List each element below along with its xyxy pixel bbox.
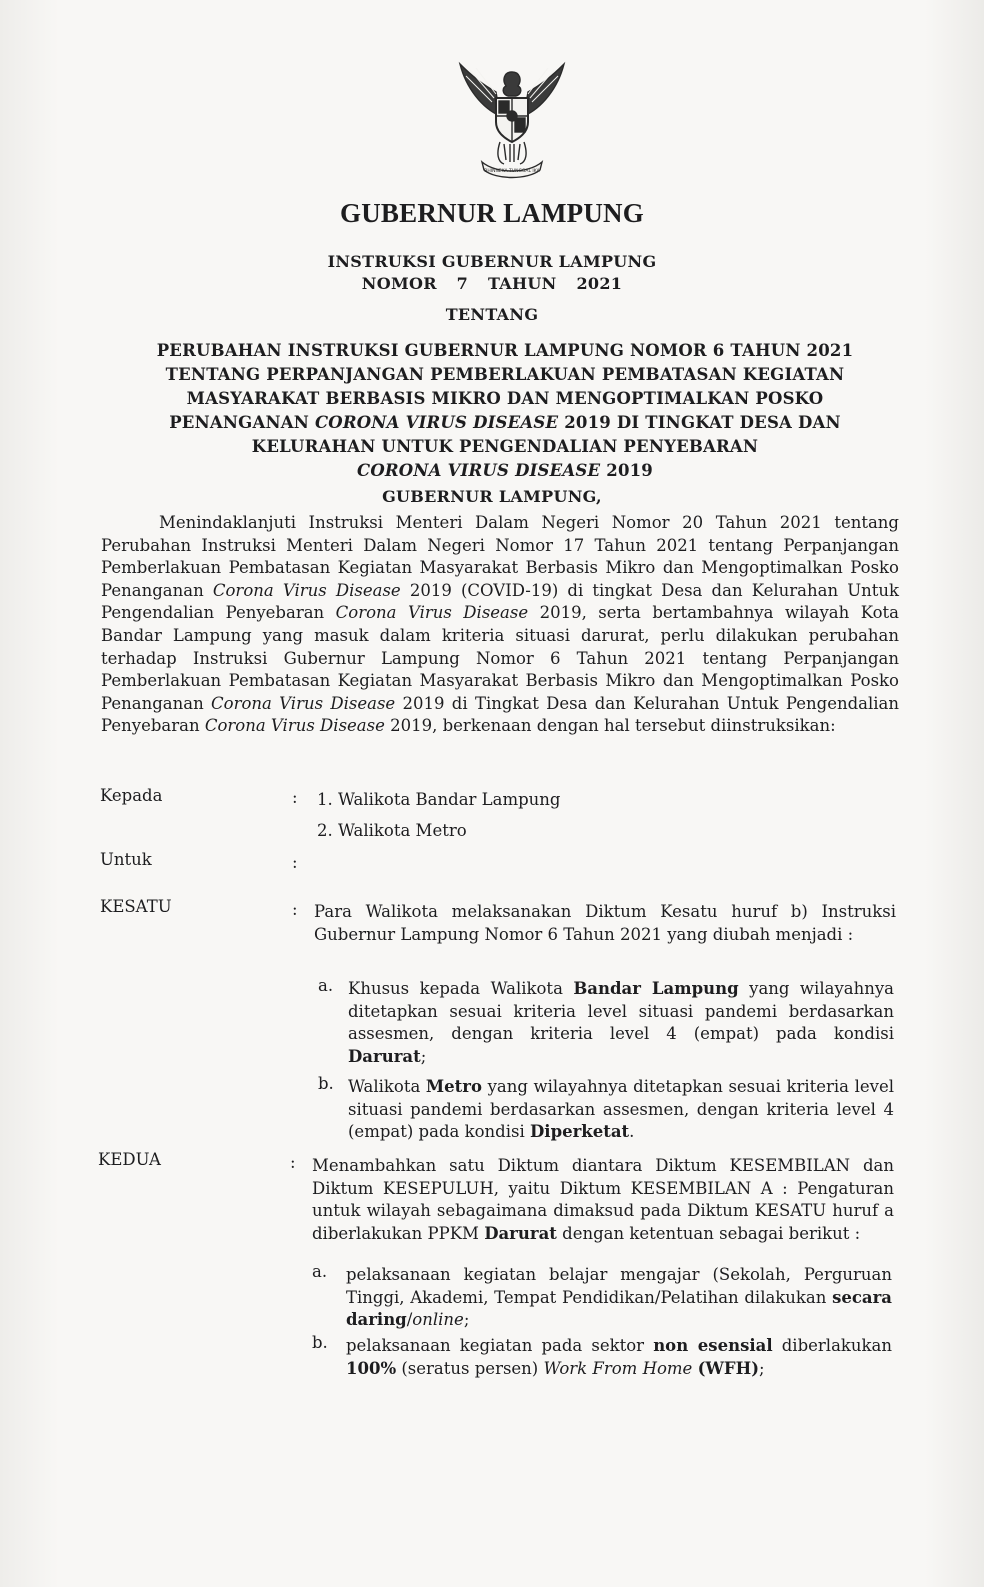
- kepada-colon: :: [292, 788, 298, 807]
- recipient-item: 2. Walikota Metro: [317, 821, 467, 840]
- list-marker: a.: [312, 1262, 328, 1281]
- kesatu-item-b: Walikota Metro yang wilayahnya ditetapkan sesuai kriteria level situasi pandemi berdasarkan assesmen, dengan kriteria level 4 (empat) pada kondisi Diperketat.: [348, 1077, 894, 1141]
- document-number: NOMOR 7 TAHUN 2021: [361, 274, 623, 293]
- svg-text:BHINNEKA TUNGGAL IKA: BHINNEKA TUNGGAL IKA: [484, 169, 540, 174]
- untuk-label: Untuk: [100, 850, 152, 869]
- office-title: GUBERNUR LAMPUNG: [340, 198, 644, 228]
- kesatu-colon: :: [292, 900, 298, 919]
- kedua-item-b: pelaksanaan kegiatan pada sektor non esensial diberlakukan 100% (seratus persen) Work From Home (WFH);: [346, 1336, 892, 1378]
- kepada-label: Kepada: [100, 786, 163, 805]
- kedua-intro: Menambahkan satu Diktum diantara Diktum KESEMBILAN dan Diktum KESEPULUH, yaitu Diktum KESEMBILAN A : Pengaturan untuk wilayah sebagaimana dimaksud pada Diktum KESATU huruf a diberlakukan PPKM Darurat dengan ketentuan sebagai berikut :: [312, 1156, 894, 1243]
- garuda-pancasila-emblem-icon: [452, 58, 572, 186]
- document-type: INSTRUKSI GUBERNUR LAMPUNG: [327, 252, 657, 271]
- subject-title: PERUBAHAN INSTRUKSI GUBERNUR LAMPUNG NOMOR 6 TAHUN 2021 TENTANG PERPANJANGAN PEMBERLAKUAN PEMBATASAN KEGIATAN MASYARAKAT BERBASIS MIKRO DAN MENGOPTIMALKAN POSKO PENANGANAN CORONA VIRUS DISEASE 2019 DI TINGKAT DESA DAN KELURAHAN UNTUK PENGENDALIAN PENYEBARAN CORONA VIRUS DISEASE 2019: [156, 341, 854, 480]
- kedua-item-a: pelaksanaan kegiatan belajar mengajar (Sekolah, Perguruan Tinggi, Akademi, Tempat Pendidikan/Pelatihan dilakukan secara daring/online;: [346, 1265, 892, 1329]
- recipient-item: 1. Walikota Bandar Lampung: [317, 790, 561, 809]
- issuer-heading: GUBERNUR LAMPUNG,: [382, 487, 602, 506]
- kesatu-item-a: Khusus kepada Walikota Bandar Lampung yang wilayahnya ditetapkan sesuai kriteria level situasi pandemi berdasarkan assesmen, dengan kriteria level 4 (empat) pada kondisi Darurat;: [348, 979, 895, 1066]
- kedua-label: KEDUA: [98, 1150, 161, 1169]
- kesatu-intro: Para Walikota melaksanakan Diktum Kesatu huruf b) Instruksi Gubernur Lampung Nomor 6 Tahun 2021 yang diubah menjadi :: [314, 902, 896, 944]
- preamble-paragraph: Menindaklanjuti Instruksi Menteri Dalam Negeri Nomor 20 Tahun 2021 tentang Perubahan Instruksi Menteri Dalam Negeri Nomor 17 Tahun 2021 tentang Perpanjangan Pemberlakuan Pembatasan Kegiatan Masyarakat Berbasis Mikro dan Mengoptimalkan Posko Penanganan Corona Virus Disease 2019 (COVID-19) di tingkat Desa dan Kelurahan Untuk Pengendalian Penyebaran Corona Virus Disease 2019, serta bertambahnya wilayah Kota Bandar Lampung yang masuk dalam kriteria situasi darurat, perlu dilakukan perubahan terhadap Instruksi Gubernur Lampung Nomor 6 Tahun 2021 tentang Perpanjangan Pemberlakuan Pembatasan Kegiatan Masyarakat Berbasis Mikro dan Mengoptimalkan Posko Penanganan Corona Virus Disease 2019 di Tingkat Desa dan Kelurahan Untuk Pengendalian Penyebaran Corona Virus Disease 2019, berkenaan dengan hal tersebut diinstruksikan:: [101, 513, 900, 736]
- list-marker: b.: [318, 1074, 334, 1093]
- kedua-colon: :: [290, 1153, 296, 1172]
- list-marker: b.: [312, 1333, 328, 1352]
- about-heading: TENTANG: [445, 305, 539, 324]
- list-marker: a.: [318, 976, 334, 995]
- kesatu-label: KESATU: [100, 897, 172, 916]
- untuk-colon: :: [292, 853, 298, 872]
